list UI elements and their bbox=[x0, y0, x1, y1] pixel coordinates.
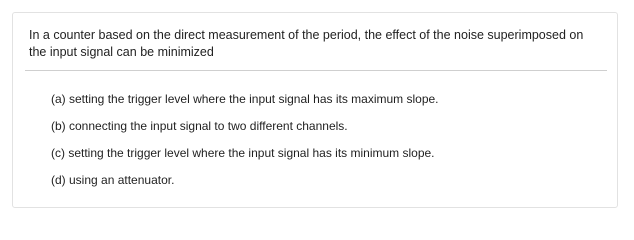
question-text: In a counter based on the direct measurement of the period, the effect of the noise superimposed on the input signal can be minimized bbox=[29, 28, 584, 59]
answer-option-a[interactable]: (a) setting the trigger level where the input signal has its maximum slope. bbox=[51, 92, 439, 106]
answer-option-d[interactable]: (d) using an attenuator. bbox=[51, 173, 175, 187]
answer-option-c[interactable]: (c) setting the trigger level where the input signal has its minimum slope. bbox=[51, 146, 435, 160]
question-card bbox=[12, 12, 618, 208]
answer-option-b[interactable]: (b) connecting the input signal to two different channels. bbox=[51, 119, 348, 133]
answer-options-list bbox=[51, 92, 439, 200]
divider bbox=[25, 70, 607, 71]
